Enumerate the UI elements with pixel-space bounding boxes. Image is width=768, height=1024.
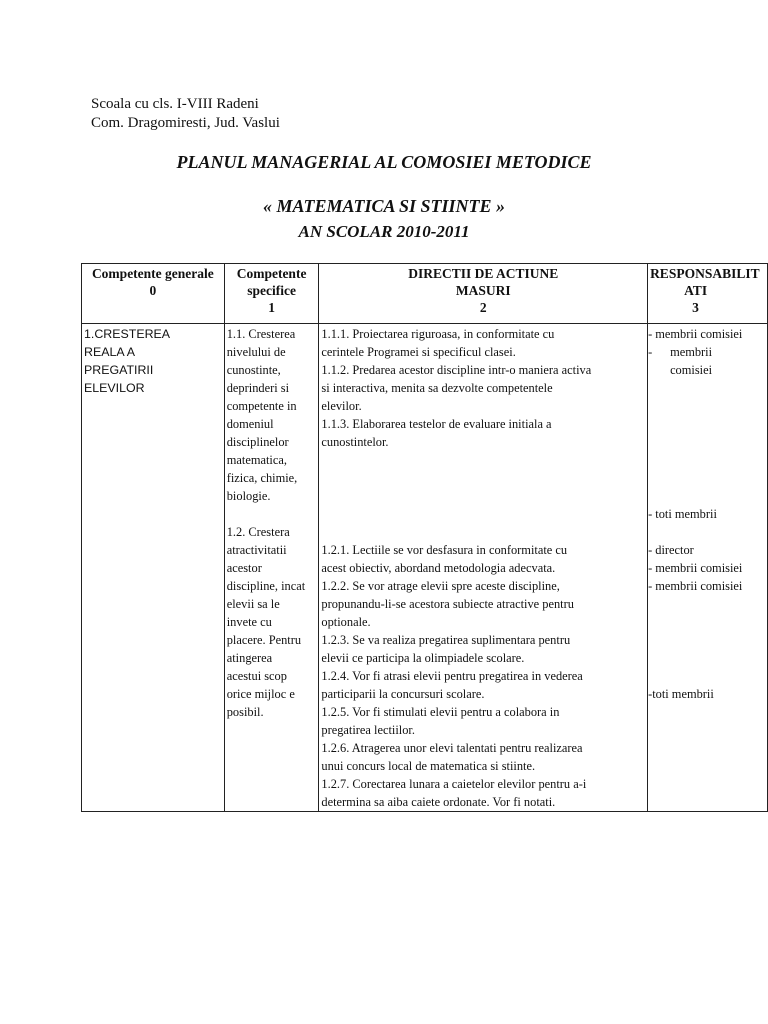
header-text: specifice xyxy=(247,283,296,298)
school-year: AN SCOLAR 2010-2011 xyxy=(298,222,470,241)
school-name: Scoala cu cls. I-VIII Radeni xyxy=(91,96,259,112)
responsible-cell xyxy=(648,324,768,812)
specific-line: orice mijloc e xyxy=(226,687,295,701)
specific-line: domeniul xyxy=(226,417,274,431)
actions-cell xyxy=(319,324,648,812)
general-line: ELEVILOR xyxy=(84,381,145,395)
responsible-dash: - xyxy=(648,345,653,359)
specific-line: acestor xyxy=(226,561,262,575)
header-text: ATI xyxy=(684,283,708,298)
specific-line: 1.1. Cresterea xyxy=(226,327,296,341)
header-text: RESPONSABILIT xyxy=(650,266,760,281)
action-line: 1.1.1. Proiectarea riguroasa, in conformitate cu xyxy=(321,327,555,341)
school-header xyxy=(91,95,280,133)
header-text: Competente generale xyxy=(91,266,214,281)
responsible-line: -toti membrii xyxy=(648,687,714,701)
action-line: 1.1.2. Predarea acestor discipline intr-o maniera activa xyxy=(321,363,592,377)
specific-line: acestui scop xyxy=(226,669,287,683)
specific-line: posibil. xyxy=(226,705,264,719)
header-responsibilities xyxy=(648,264,768,324)
specific-line: nivelului de xyxy=(226,345,286,359)
specific-line: disciplinelor xyxy=(226,435,289,449)
general-line: PREGATIRII xyxy=(84,363,154,377)
header-number: 3 xyxy=(692,300,699,315)
table-row xyxy=(82,324,768,812)
document-title: PLANUL MANAGERIAL AL COMOSIEI METODICE xyxy=(176,152,592,172)
general-competence-cell xyxy=(82,324,225,812)
commission-subject: « MATEMATICA SI STIINTE » xyxy=(262,196,506,216)
managerial-plan-table xyxy=(81,263,768,812)
action-line: 1.2.6. Atragerea unor elevi talentati pentru realizarea xyxy=(321,741,583,755)
header-number: 2 xyxy=(479,300,487,315)
action-line: cerintele Programei si specificul clasei. xyxy=(321,345,516,359)
specific-line: invete cu xyxy=(226,615,272,629)
header-general-competences xyxy=(82,264,225,324)
school-location: Com. Dragomiresti, Jud. Vaslui xyxy=(91,115,280,131)
action-line: 1.2.7. Corectarea lunara a caietelor elevilor pentru a-i xyxy=(321,777,587,791)
header-number: 0 xyxy=(149,283,157,298)
action-line: 1.2.4. Vor fi atrasi elevii pentru pregatirea in vederea xyxy=(321,669,583,683)
responsible-line: - director xyxy=(648,543,694,557)
specific-line: atractivitatii xyxy=(226,543,287,557)
action-line: acest obiectiv, abordand metodologia adecvata. xyxy=(321,561,556,575)
specific-line: biologie. xyxy=(226,489,271,503)
action-line: determina sa aiba caiete ordonate. Vor fi notati. xyxy=(321,795,556,809)
specific-line: cunostinte, xyxy=(226,363,281,377)
action-line: 1.2.3. Se va realiza pregatirea suplimentara pentru xyxy=(321,633,571,647)
specific-line: fizica, chimie, xyxy=(226,471,298,485)
responsible-line: comisiei xyxy=(670,363,713,377)
action-line: propunandu-li-se acestora subiecte atractive pentru xyxy=(321,597,574,611)
specific-competence-cell xyxy=(224,324,319,812)
header-action-directions xyxy=(319,264,648,324)
header-text: Competente xyxy=(236,266,307,281)
responsible-line: - membrii comisiei xyxy=(648,561,743,575)
responsible-line: - membrii comisiei xyxy=(648,327,743,341)
action-line: cunostintelor. xyxy=(321,435,389,449)
specific-line: matematica, xyxy=(226,453,287,467)
specific-line: elevii sa le xyxy=(226,597,280,611)
action-line: 1.2.1. Lectiile se vor desfasura in conformitate cu xyxy=(321,543,568,557)
responsible-line: membrii xyxy=(670,345,713,359)
table-header-row xyxy=(82,264,768,324)
action-line: optionale. xyxy=(321,615,371,629)
action-line: elevii ce participa la olimpiadele scolare. xyxy=(321,651,525,665)
action-line: unui concurs local de matematica si stiinte. xyxy=(321,759,536,773)
specific-line: deprinderi si xyxy=(226,381,290,395)
general-line: 1.CRESTEREA xyxy=(84,327,171,341)
specific-line: competente in xyxy=(226,399,297,413)
action-line: 1.2.5. Vor fi stimulati elevii pentru a colabora in xyxy=(321,705,560,719)
general-line: REALA A xyxy=(84,345,135,359)
action-line: 1.1.3. Elaborarea testelor de evaluare initiala a xyxy=(321,417,552,431)
header-text: DIRECTII DE ACTIUNE xyxy=(408,266,559,281)
action-line: elevilor. xyxy=(321,399,362,413)
responsible-line: - membrii comisiei xyxy=(648,579,743,593)
header-specific-competences xyxy=(224,264,319,324)
action-line: si interactiva, menita sa dezvolte competentele xyxy=(321,381,553,395)
action-line: 1.2.2. Se vor atrage elevii spre aceste discipline, xyxy=(321,579,560,593)
responsible-line: - toti membrii xyxy=(648,507,717,521)
action-line: pregatirea lectiilor. xyxy=(321,723,415,737)
specific-line: placere. Pentru xyxy=(226,633,302,647)
action-line: participarii la concursuri scolare. xyxy=(321,687,485,701)
header-number: 1 xyxy=(268,300,275,315)
header-text: MASURI xyxy=(455,283,511,298)
specific-line: discipline, incat xyxy=(226,579,306,593)
specific-line: 1.2. Crestera xyxy=(226,525,290,539)
specific-line: atingerea xyxy=(226,651,273,665)
